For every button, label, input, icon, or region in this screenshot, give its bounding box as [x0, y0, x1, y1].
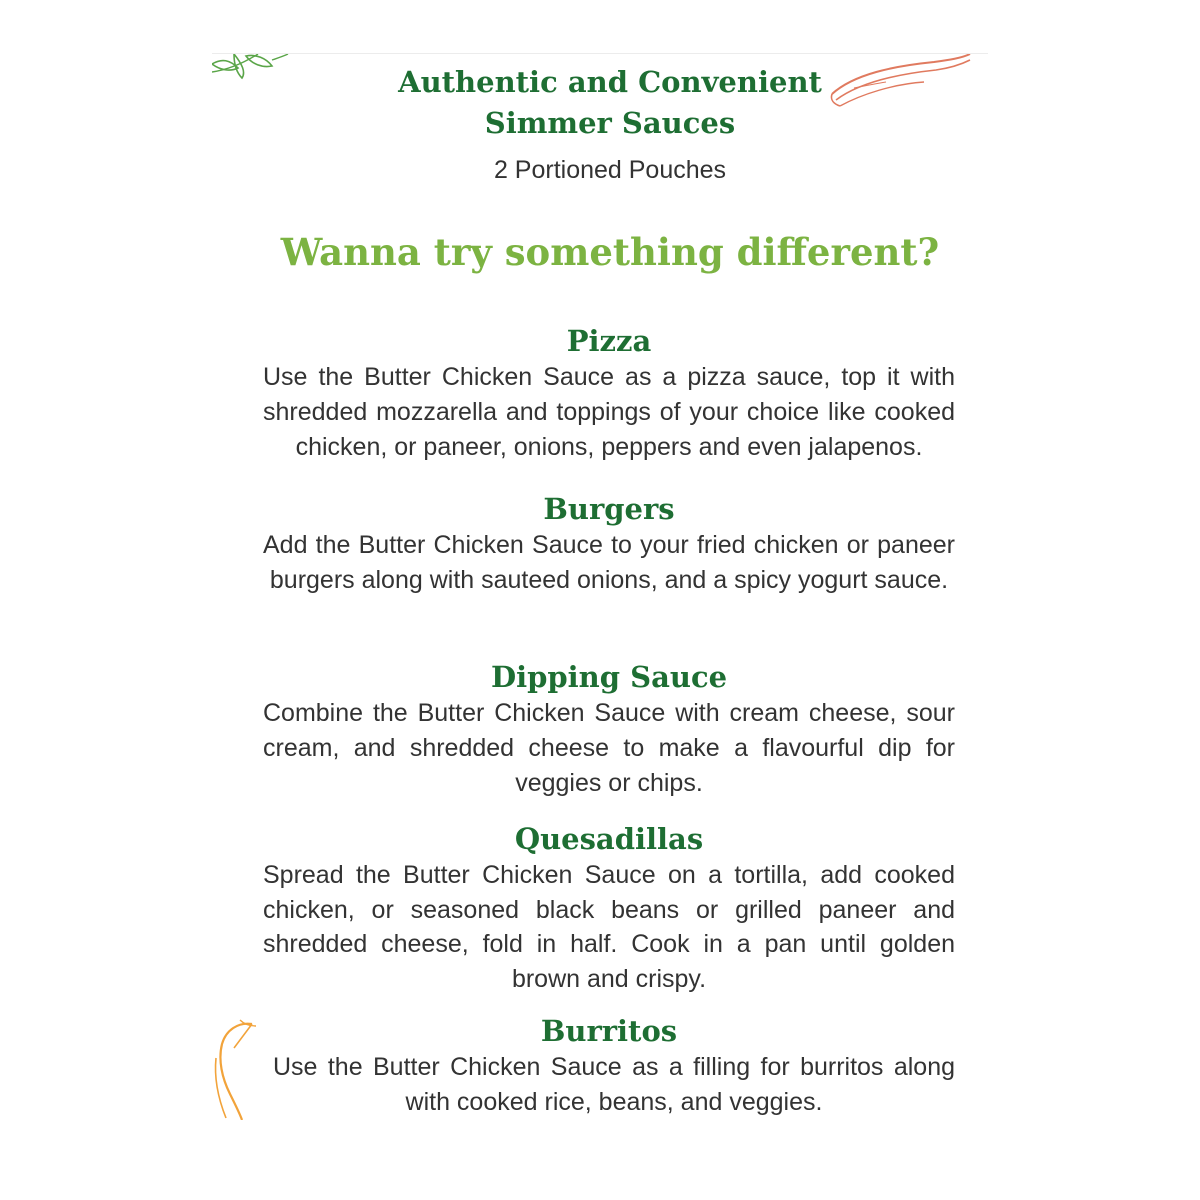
section-title: Dipping Sauce — [490, 660, 728, 694]
header-subtitle: 2 Portioned Pouches — [493, 156, 727, 184]
section-body: Spread the Butter Chicken Sauce on a tortilla, add cooked chicken, or seasoned black beans or grilled paneer and shredded cheese, fold in half. Cook in a pan until golden brown and crispy. — [263, 861, 955, 993]
section-dipping-sauce — [263, 658, 955, 801]
section-title: Quesadillas — [514, 822, 704, 856]
section-title: Burgers — [543, 492, 675, 526]
section-burritos — [263, 1012, 955, 1120]
header-title-line-2: Simmer Sauces — [484, 106, 736, 140]
header-title-line-1: Authentic and Convenient — [398, 65, 822, 99]
section-quesadillas — [263, 820, 955, 996]
section-title: Burritos — [540, 1014, 678, 1048]
section-body: Combine the Butter Chicken Sauce with cream cheese, sour cream, and shredded cheese to make a flavourful dip for veggies or chips. — [263, 699, 955, 797]
section-burgers — [263, 490, 955, 598]
section-body: Add the Butter Chicken Sauce to your fried chicken or paneer burgers along with sauteed onions, and a spicy yogurt sauce. — [263, 531, 955, 594]
spice-sketch-illustration-icon — [212, 1018, 262, 1120]
recipe-card — [212, 54, 988, 1120]
header-title — [212, 62, 988, 144]
tagline: Wanna try something different? — [280, 230, 940, 274]
section-body: Use the Butter Chicken Sauce as a filling for burritos along with cooked rice, beans, and veggies. — [273, 1053, 955, 1116]
section-pizza — [263, 322, 955, 465]
section-body: Use the Butter Chicken Sauce as a pizza sauce, top it with shredded mozzarella and toppings of your choice like cooked chicken, or paneer, onions, peppers and even jalapenos. — [263, 363, 955, 461]
section-title: Pizza — [566, 324, 652, 358]
